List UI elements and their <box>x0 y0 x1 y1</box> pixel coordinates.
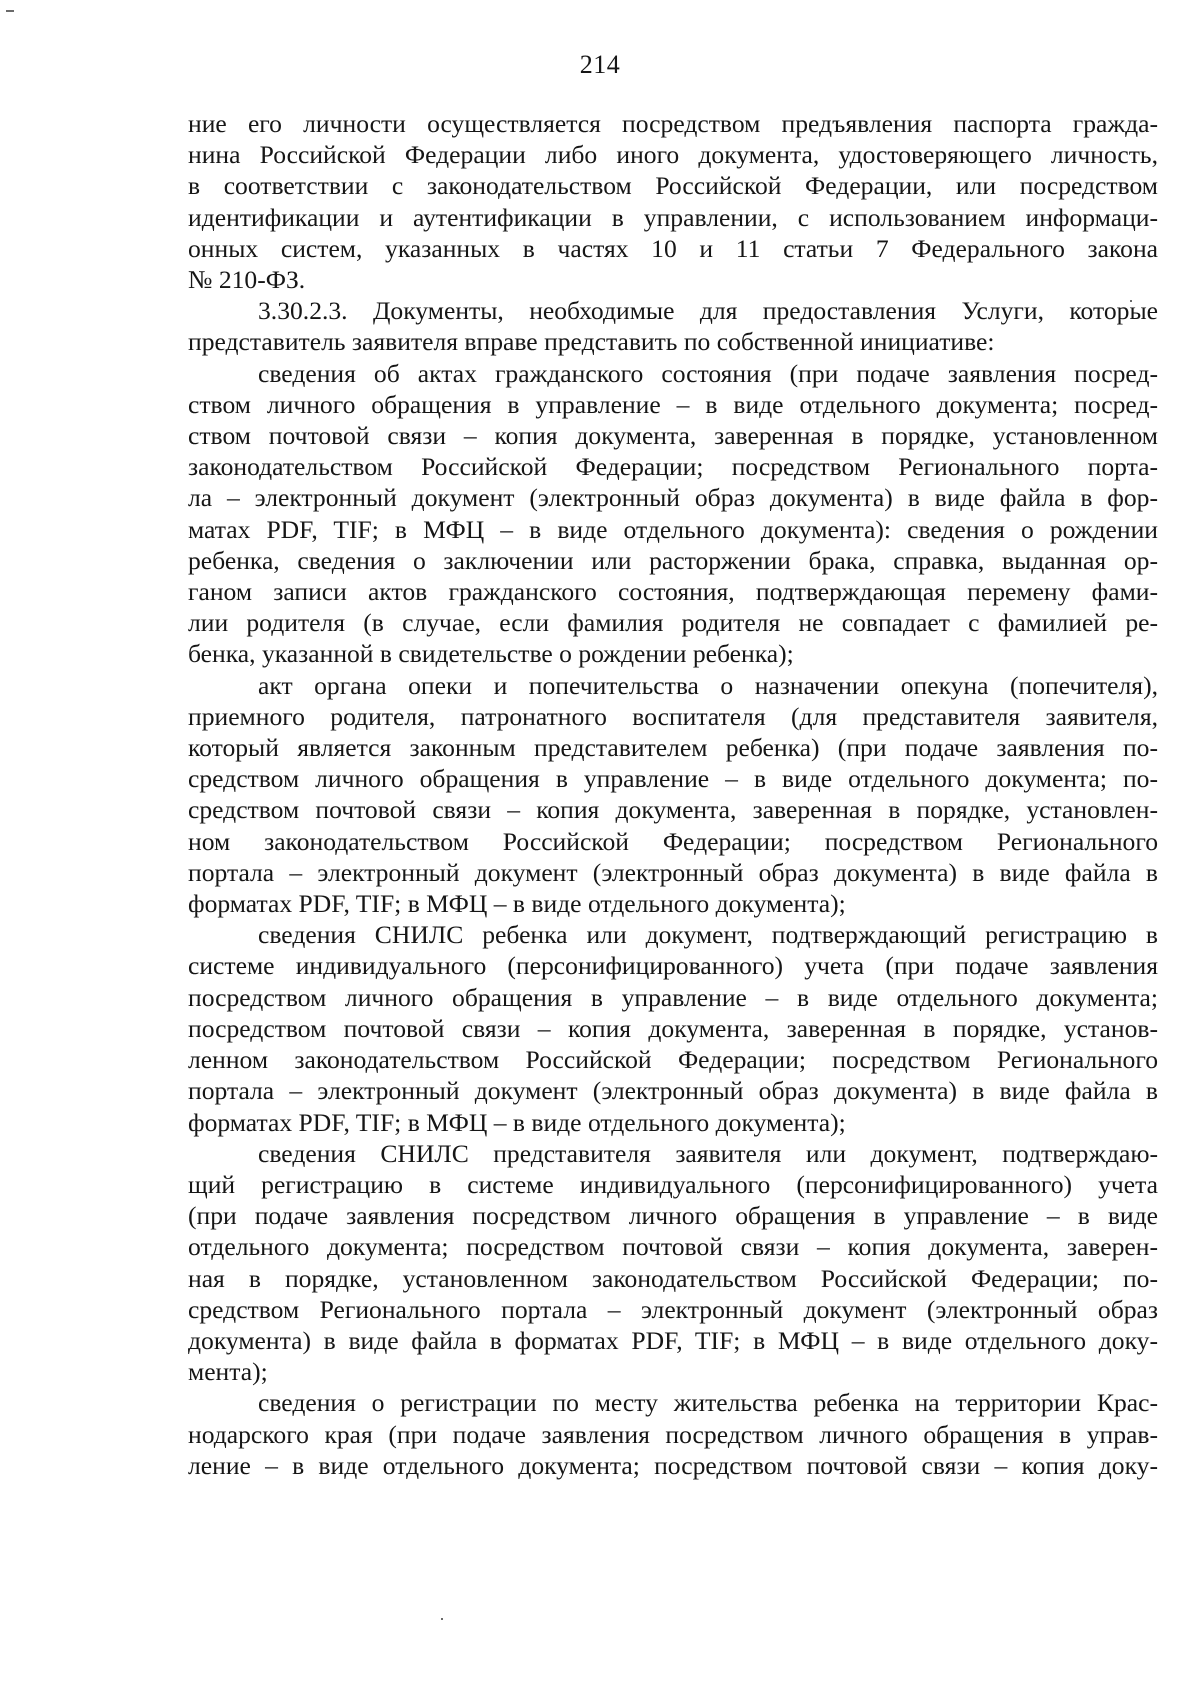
text-line: приемного родителя, патронатного воспитателя (для представителя заявителя, <box>188 701 1158 731</box>
text-line: законодательством Российской Федерации; посредством Регионального порта- <box>188 452 1158 482</box>
text-line: который является законным представителем ребенка) (при подаче заявления по- <box>188 733 1158 763</box>
scan-artifact-dash <box>6 10 14 12</box>
text-line: сведения СНИЛС ребенка или документ, подтверждающий регистрацию в <box>258 920 1158 950</box>
scan-artifact-dot <box>441 1618 443 1620</box>
text-line: лии родителя (в случае, если фамилия родителя не совпадает с фамилией ре- <box>188 608 1158 638</box>
text-line: системе индивидуального (персонифицированного) учета (при подаче заявления <box>188 951 1158 981</box>
text-line: онных систем, указанных в частях 10 и 11 статьи 7 Федерального закона <box>188 233 1158 263</box>
text-line: матах PDF, TIF; в МФЦ – в виде отдельного документа): сведения о рождении <box>188 514 1158 544</box>
text-line: ством личного обращения в управление – в виде отдельного документа; посред- <box>188 389 1158 419</box>
text-line: щий регистрацию в системе индивидуального (персонифицированного) учета <box>188 1169 1158 1199</box>
text-line: документа) в виде файла в форматах PDF, TIF; в МФЦ – в виде отдельного доку- <box>188 1325 1158 1355</box>
text-line: 3.30.2.3. Документы, необходимые для предоставления Услуги, которые <box>258 296 1158 326</box>
text-line: отдельного документа; посредством почтовой связи – копия документа, заверен- <box>188 1232 1158 1262</box>
text-line: бенка, указанной в свидетельстве о рождении ребенка); <box>188 639 794 669</box>
page-number: 214 <box>579 50 621 79</box>
text-line: в соответствии с законодательством Российской Федерации, или посредством <box>188 171 1158 201</box>
paragraph-identity-verification <box>188 108 1158 295</box>
text-line: ная в порядке, установленном законодательством Российской Федерации; по- <box>188 1263 1158 1293</box>
text-line: средством почтовой связи – копия документа, заверенная в порядке, установлен- <box>188 795 1158 825</box>
paragraph-child-snils <box>188 919 1158 1137</box>
text-line: форматах PDF, TIF; в МФЦ – в виде отдельного документа); <box>188 1107 846 1137</box>
text-line: средством Регионального портала – электронный документ (электронный образ <box>188 1294 1158 1324</box>
text-line: средством личного обращения в управление – в виде отдельного документа; по- <box>188 764 1158 794</box>
text-line: идентификации и аутентификации в управлении, с использованием информаци- <box>188 202 1158 232</box>
text-line: посредством почтовой связи – копия документа, заверенная в порядке, установ- <box>188 1013 1158 1043</box>
text-line: акт органа опеки и попечительства о назначении опекуна (попечителя), <box>258 670 1158 700</box>
paragraph-civil-status-records <box>188 358 1158 670</box>
text-line: ние его личности осуществляется посредством предъявления паспорта гражда- <box>188 109 1158 138</box>
text-line: ством почтовой связи – копия документа, заверенная в порядке, установленном <box>188 421 1158 451</box>
text-line: посредством личного обращения в управление – в виде отдельного документа; <box>188 982 1158 1012</box>
document-body <box>188 108 1158 1481</box>
text-line: нина Российской Федерации либо иного документа, удостоверяющего личность, <box>188 140 1158 170</box>
text-line: представитель заявителя вправе представить по собственной инициативе: <box>188 327 995 357</box>
paragraph-representative-snils <box>188 1138 1158 1388</box>
text-line: портала – электронный документ (электронный образ документа) в виде файла в <box>188 857 1158 887</box>
text-line: № 210-ФЗ. <box>188 265 306 295</box>
text-line: сведения СНИЛС представителя заявителя или документ, подтверждаю- <box>258 1138 1158 1168</box>
text-line: сведения об актах гражданского состояния (при подаче заявления посред- <box>258 358 1158 388</box>
text-line: ребенка, сведения о заключении или расторжении брака, справка, выданная ор- <box>188 545 1158 575</box>
text-line: ганом записи актов гражданского состояния, подтверждающая перемену фами- <box>188 577 1158 607</box>
paragraph-guardianship-act <box>188 670 1158 920</box>
text-line: ла – электронный документ (электронный образ документа) в виде файла в фор- <box>188 483 1158 513</box>
text-line: ленном законодательством Российской Федерации; посредством Регионального <box>188 1045 1158 1075</box>
text-line: (при подаче заявления посредством личного обращения в управление – в виде <box>188 1201 1158 1231</box>
text-line: ном законодательством Российской Федерации; посредством Регионального <box>188 826 1158 856</box>
text-line: мента); <box>188 1357 268 1387</box>
text-line: ление – в виде отдельного документа; посредством почтовой связи – копия доку- <box>188 1450 1158 1480</box>
paragraph-child-registration <box>188 1387 1158 1481</box>
text-line: портала – электронный документ (электронный образ документа) в виде файла в <box>188 1076 1158 1106</box>
paragraph-section-3-30-2-3 <box>188 295 1158 357</box>
text-line: сведения о регистрации по месту жительства ребенка на территории Крас- <box>258 1388 1158 1418</box>
text-line: форматах PDF, TIF; в МФЦ – в виде отдельного документа); <box>188 889 846 919</box>
text-line: нодарского края (при подаче заявления посредством личного обращения в управ- <box>188 1419 1158 1449</box>
